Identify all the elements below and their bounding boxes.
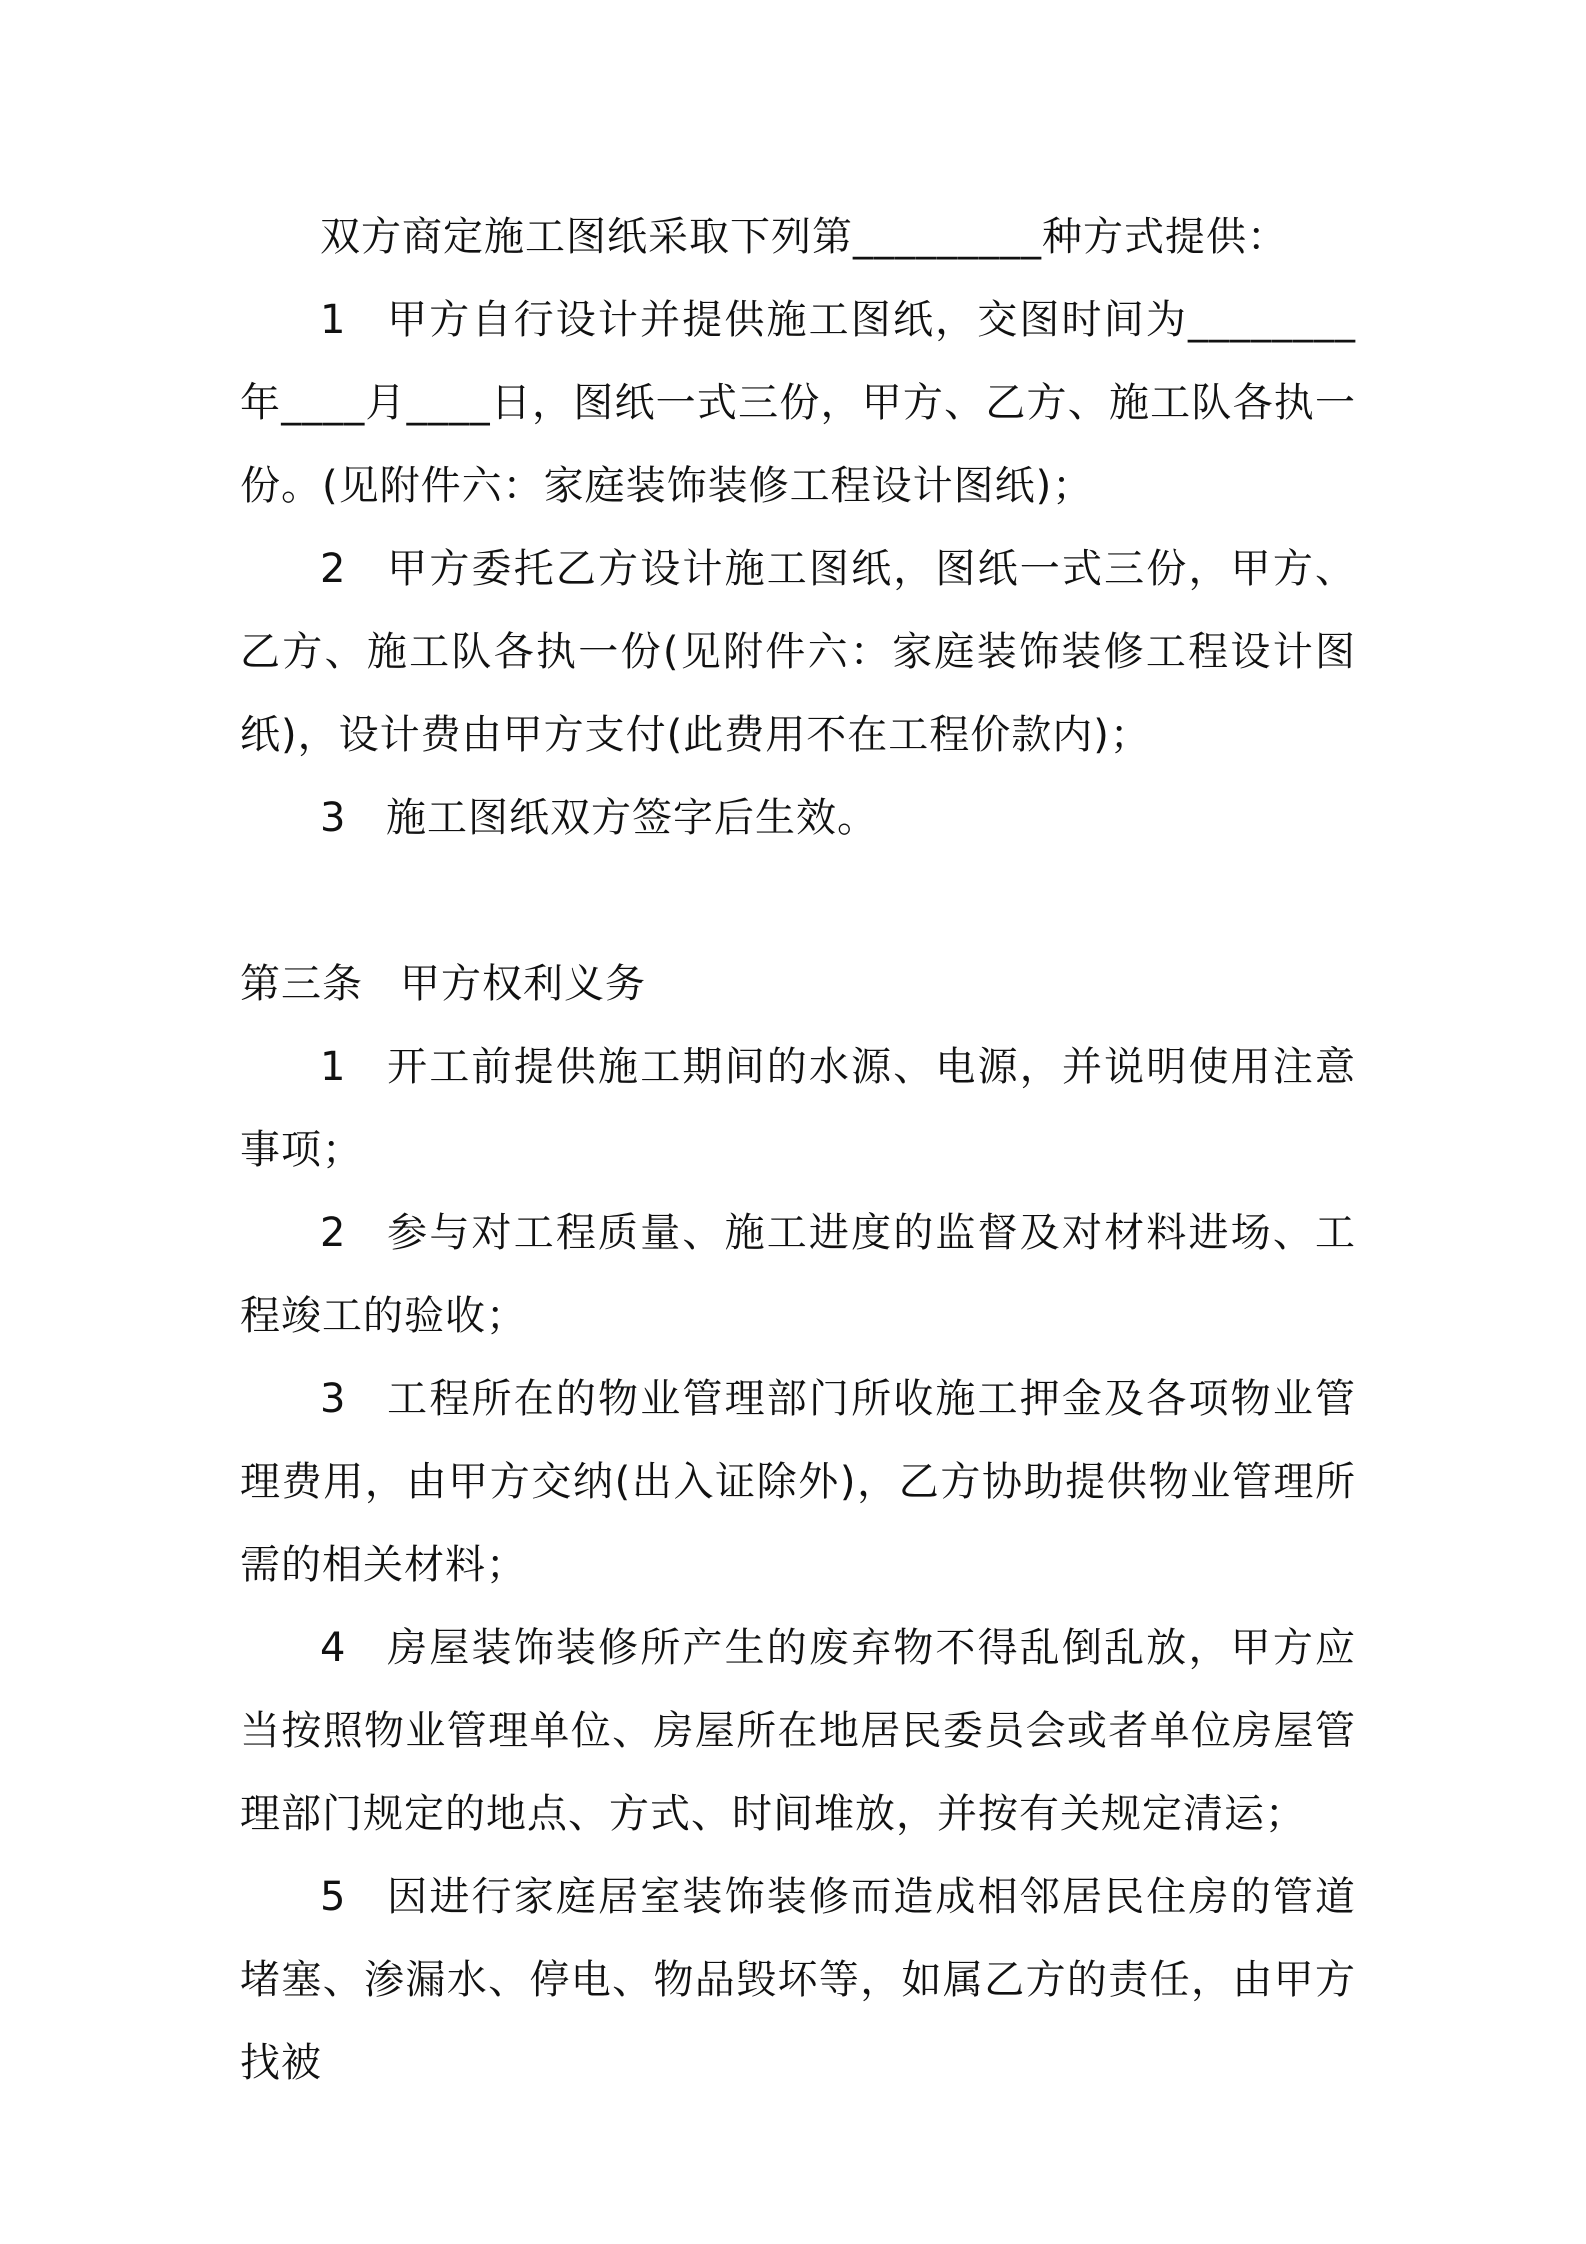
paragraph-text: 开工前提供施工期间的水源、电源，并说明使用注意事项； [240, 1044, 1356, 1173]
item-number: 3 [320, 795, 347, 841]
item-number: 5 [320, 1874, 347, 1920]
item-number: 2 [320, 546, 347, 592]
paragraph-text: 房屋装饰装修所产生的废弃物不得乱倒乱放，甲方应当按照物业管理单位、房屋所在地居民委员会或者单位房屋管理部门规定的地点、方式、时间堆放，并按有关规定清运； [240, 1625, 1356, 1837]
section-heading [240, 943, 1356, 1026]
paragraph-item-3 [240, 777, 1356, 860]
section-item-4 [240, 1607, 1356, 1856]
paragraph-text: 双方商定施工图纸采取下列第_________种方式提供： [320, 214, 1288, 260]
section-number: 第三条 [240, 961, 363, 1007]
paragraph-text: 施工图纸双方签字后生效。 [386, 795, 878, 841]
item-number: 2 [320, 1210, 347, 1256]
section-item-2 [240, 1192, 1356, 1358]
item-number: 1 [320, 297, 347, 343]
paragraph-item-1 [240, 279, 1356, 528]
paragraph-text: 甲方委托乙方设计施工图纸，图纸一式三份，甲方、乙方、施工队各执一份(见附件六：家庭装饰装修工程设计图纸)，设计费由甲方支付(此费用不在工程价款内)； [240, 546, 1356, 758]
paragraph-text: 甲方自行设计并提供施工图纸，交图时间为________年____月____日，图纸一式三份，甲方、乙方、施工队各执一份。(见附件六：家庭装饰装修工程设计图纸)； [240, 297, 1356, 509]
paragraph-item-2 [240, 528, 1356, 777]
section-item-1 [240, 1026, 1356, 1192]
paragraph-text: 参与对工程质量、施工进度的监督及对材料进场、工程竣工的验收； [240, 1210, 1356, 1339]
section-item-5 [240, 1856, 1356, 2105]
section-item-3 [240, 1358, 1356, 1607]
document-page [240, 196, 1356, 2105]
paragraph-intro [240, 196, 1356, 279]
item-number: 4 [320, 1625, 347, 1671]
paragraph-text: 工程所在的物业管理部门所收施工押金及各项物业管理费用，由甲方交纳(出入证除外)，乙方协助提供物业管理所需的相关材料； [240, 1376, 1356, 1588]
item-number: 3 [320, 1376, 347, 1422]
item-number: 1 [320, 1044, 347, 1090]
paragraph-text: 因进行家庭居室装饰装修而造成相邻居民住房的管道堵塞、渗漏水、停电、物品毁坏等，如属乙方的责任，由甲方找被 [240, 1874, 1356, 2086]
section-title: 甲方权利义务 [400, 961, 646, 1007]
